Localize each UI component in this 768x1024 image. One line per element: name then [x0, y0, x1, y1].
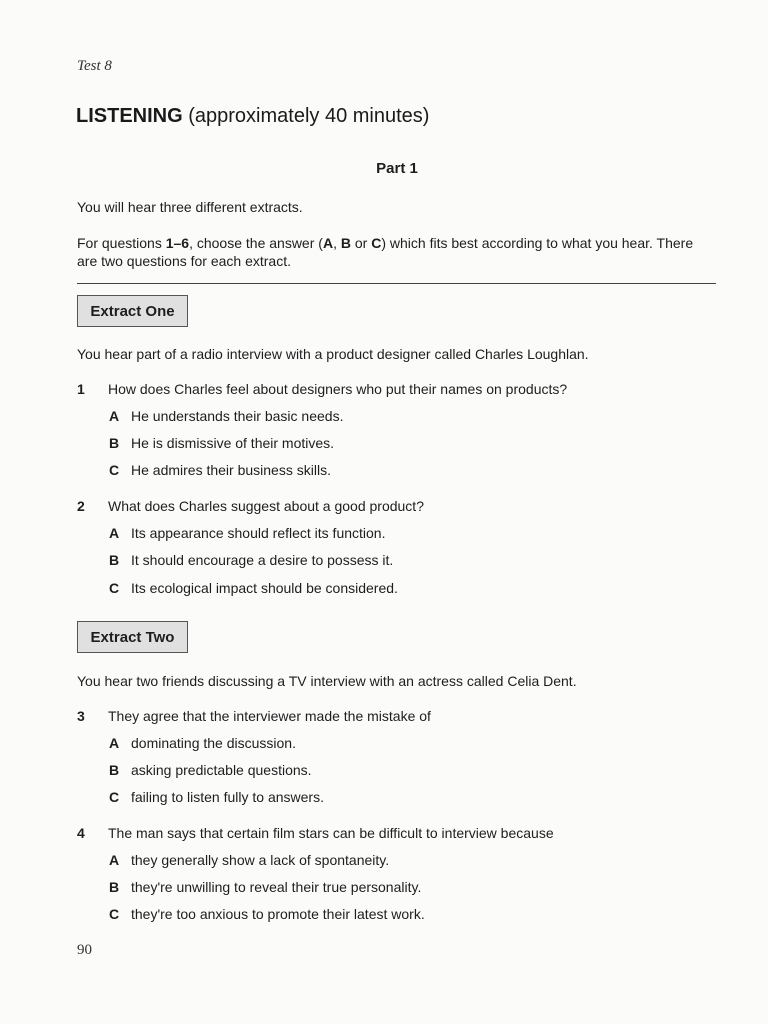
section-title-bold: LISTENING	[76, 105, 183, 127]
option-letter: C	[109, 580, 120, 596]
question-range: 1–6	[165, 235, 190, 251]
page-number: 90	[77, 942, 92, 958]
option-c-ref: C	[371, 235, 382, 251]
option-text: He admires their business skills.	[131, 462, 331, 478]
option-a-ref: A	[322, 235, 334, 251]
extract-two-context: You hear two friends discussing a TV interview with an actress called Celia Dent.	[77, 673, 577, 689]
option-text: It should encourage a desire to possess it.	[131, 552, 394, 568]
instructions-text: ) which fits best according to what you hear. There	[381, 235, 694, 251]
option-text: He is dismissive of their motives.	[131, 435, 335, 451]
option-text: they generally show a lack of spontaneity.	[131, 852, 390, 868]
divider-rule	[77, 283, 716, 284]
question-text: What does Charles suggest about a good product?	[108, 498, 424, 514]
option-letter: A	[109, 735, 120, 751]
option-text: failing to listen fully to answers.	[131, 789, 324, 805]
question-number: 2	[77, 498, 85, 514]
option-text: they're unwilling to reveal their true personality.	[131, 879, 422, 895]
option-b-ref: B	[340, 235, 351, 251]
instructions-text: or	[350, 235, 372, 251]
question-text: How does Charles feel about designers who put their names on products?	[108, 381, 568, 397]
option-letter: A	[109, 408, 120, 424]
option-letter: C	[109, 462, 120, 478]
extract-one-label: Extract One	[77, 295, 188, 327]
section-title-rest: (approximately 40 minutes)	[188, 105, 430, 127]
intro-text: You will hear three different extracts.	[77, 199, 303, 215]
option-text: they're too anxious to promote their latest work.	[131, 906, 425, 922]
question-number: 4	[77, 825, 85, 841]
instructions-text: are two questions for each extract.	[77, 253, 291, 269]
option-text: He understands their basic needs.	[131, 408, 344, 424]
question-number: 3	[77, 708, 85, 724]
question-number: 1	[77, 381, 85, 397]
option-letter: B	[109, 552, 120, 568]
option-text: Its appearance should reflect its function.	[131, 525, 386, 541]
option-text: Its ecological impact should be considered.	[131, 580, 398, 596]
instructions	[77, 234, 693, 270]
option-text: dominating the discussion.	[131, 735, 296, 751]
option-letter: C	[109, 789, 120, 805]
running-head: Test 8	[77, 58, 112, 74]
instructions-text: ,	[333, 235, 341, 251]
extract-one-context: You hear part of a radio interview with a product designer called Charles Loughlan.	[77, 346, 589, 362]
instructions-text: , choose the answer (	[189, 235, 323, 251]
option-letter: B	[109, 762, 120, 778]
option-letter: B	[109, 879, 120, 895]
option-letter: A	[109, 525, 120, 541]
section-title	[76, 105, 429, 128]
extract-two-label: Extract Two	[77, 621, 188, 653]
option-letter: C	[109, 906, 120, 922]
instructions-text: For questions	[77, 235, 166, 251]
question-text: The man says that certain film stars can be difficult to interview because	[108, 825, 554, 841]
question-text: They agree that the interviewer made the mistake of	[108, 708, 431, 724]
option-letter: B	[109, 435, 120, 451]
part-heading: Part 1	[376, 160, 418, 177]
option-letter: A	[109, 852, 120, 868]
option-text: asking predictable questions.	[131, 762, 312, 778]
